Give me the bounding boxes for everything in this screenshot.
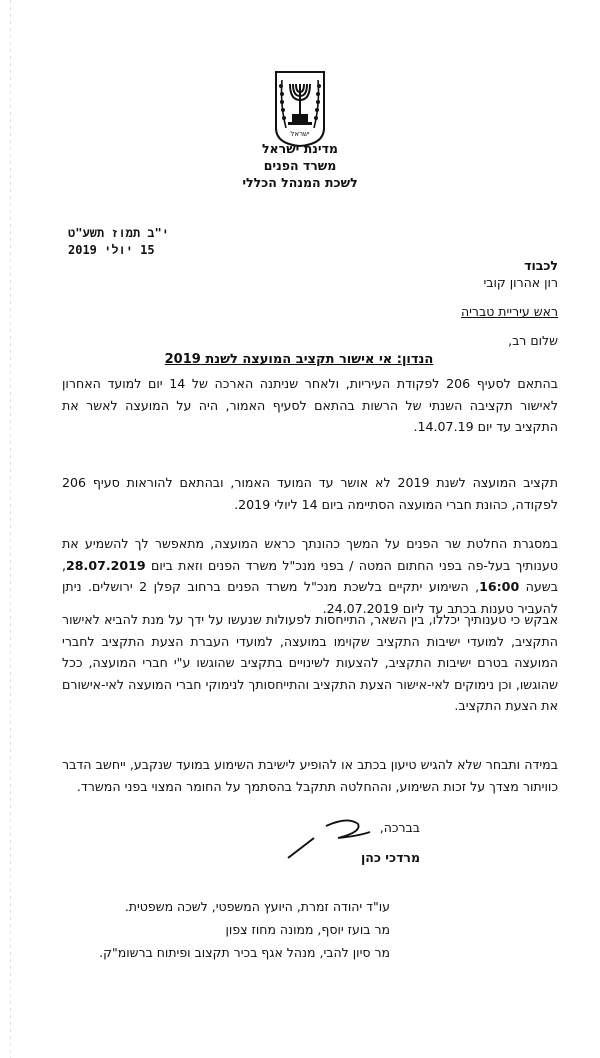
gregorian-date: 15 יולי 2019 — [68, 243, 155, 257]
closing-regards: בברכה, — [379, 820, 420, 835]
letterhead-ministry: משרד הפנים — [263, 158, 337, 173]
letter-date — [68, 225, 169, 259]
letterhead — [200, 140, 400, 191]
honorific: לכבוד — [524, 258, 558, 273]
p3-text-a: במסגרת החלטת שר הפנים על המשך כהונתך כראש המועצה, מתאפשר לך להשמיע את טענותיך בעל-פה בפני החתום המטה / בפני מנכ"ל משרד הפנים וזאת ביום — [62, 536, 558, 573]
p3-text-b: , בשעה — [62, 557, 558, 594]
body-paragraph-5: במידה ותבחר שלא להגיש טיעון בכתב או להופיע לישיבת השימוע במועד שנקבע, ייחשב הדבר כוויתור מצדך על זכות השימוע, וההחלטה תתקבל בהסתמך על החומר המצוי בפני המשרד. — [62, 757, 558, 794]
body-paragraph-3 — [62, 533, 558, 619]
body-paragraph-4: אבקש כי טענותיך יכללו, בין השאר, התייחסות לפעולות שנעשו על ידך על מנת להביא לאישור התקציב, למועדי ישיבות התקציב שקוימו במועצה, למועדי העברת הצעת התקציב לחברי המועצה בטרם ישיבות התקציב, להצעות לשינויים בתקציב שהוגשו ע"י חברי המועצה, ככל שהוגשו, וכן נימוקים לאי-אישור הצעת התקציב והתייחסותך לנימוקי חברי המועצה לאי-אישורם את הצעת התקציב. — [62, 612, 558, 713]
p3-text-c: , השימוע יתקיים בלשכת מנכ"ל משרד הפנים ברחוב קפלן 2 ירושלים. ניתן להעביר טענות בכתב עד ליום 24.07.2019. — [62, 579, 558, 616]
subject-line: הנדון: אי אישור תקציב המועצה לשנת 2019 — [164, 352, 434, 367]
hearing-time: 16:00 — [479, 579, 520, 594]
hebrew-date: י"ב תמוז תשע"ט — [68, 226, 169, 240]
cc-item: מר בועז יוסף, ממונה מחוז צפון — [225, 922, 390, 937]
body-paragraph-1: בהתאם לסעיף 206 לפקודת העיריות, ולאחר שניתנה הארכה של 14 יום למועד האחרון לאישור תקציבה השנתי של הרשות בהתאם לסעיף האמור, היה על המועצה לאשר את התקציב עד יום 14.07.19. — [62, 376, 558, 434]
hearing-date: 28.07.2019 — [66, 557, 146, 573]
recipient-name: רון אהרון קובי — [483, 275, 558, 290]
greeting: שלום רב, — [508, 333, 558, 348]
letterhead-state: מדינת ישראל — [262, 141, 338, 156]
cc-list — [99, 895, 390, 964]
letterhead-office: לשכת המנהל הכללי — [242, 175, 358, 190]
cc-item: מר סיון להבי, מנהל אגף בכיר תקצוב ופיתוח ברשומ"ק. — [99, 945, 390, 960]
cc-item: עו"ד יהודה זמרת, היועץ המשפטי, לשכה משפטית. — [124, 899, 390, 914]
body-paragraph-2: תקציב המועצה לשנת 2019 לא אושר עד המועד האמור, ובהתאם להוראות סעיף 206 לפקודה, כהונת חברי המועצה הסתיימה ביום 14 ליולי 2019. — [62, 475, 558, 512]
closing-block — [270, 818, 420, 868]
recipient-role: ראש עיריית טבריה — [460, 304, 558, 319]
scan-artifact-line — [10, 0, 11, 1058]
state-emblem-menorah-icon — [272, 70, 328, 148]
recipient-block — [461, 257, 558, 349]
svg-text:ישראל: ישראל — [290, 130, 310, 138]
signer-name: מרדכי כהן — [361, 850, 420, 865]
